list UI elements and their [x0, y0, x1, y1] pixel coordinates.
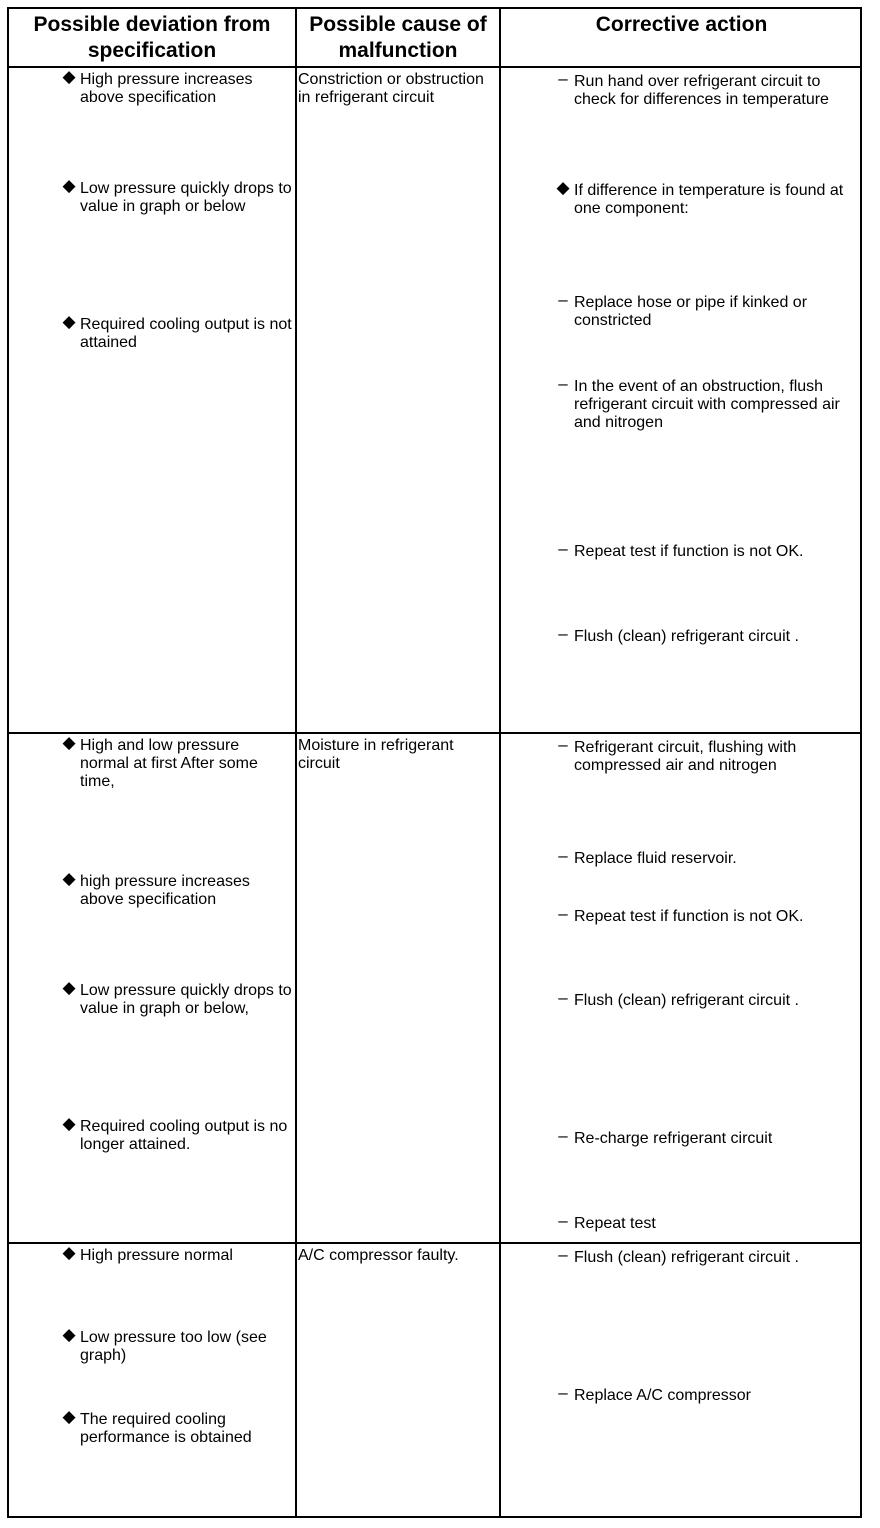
action-text: Repeat test if function is not OK.	[574, 543, 804, 560]
action-item	[556, 988, 862, 1010]
deviation-text: High pressure increases above specification	[80, 71, 253, 106]
dash-icon: –	[558, 1126, 568, 1145]
deviation-text: high pressure increases above specification	[80, 873, 250, 908]
header-cause: Possible cause of malfunction	[309, 13, 487, 62]
action-item	[556, 178, 862, 218]
action-item	[556, 374, 862, 432]
dash-icon: –	[558, 846, 568, 865]
bullet-icon: ◆	[556, 178, 570, 197]
cause-text: Moisture in refrigerant circuit	[298, 737, 454, 772]
deviation-text: Required cooling output is not attained	[80, 316, 292, 351]
table-row	[9, 1244, 860, 1516]
action-text: Replace hose or pipe if kinked or constricted	[574, 294, 808, 329]
bullet-icon: ◆	[62, 869, 76, 888]
action-item	[556, 1126, 862, 1148]
deviation-text: High and low pressure normal at first After some time,	[80, 737, 258, 790]
deviation-text: Low pressure quickly drops to value in graph or below,	[80, 982, 292, 1017]
deviation-item	[62, 312, 292, 352]
action-text: Replace A/C compressor	[574, 1387, 751, 1404]
deviation-text: High pressure normal	[80, 1247, 233, 1264]
action-item	[556, 290, 862, 330]
deviation-item	[62, 733, 292, 791]
table-row	[9, 68, 860, 732]
deviation-item	[62, 176, 292, 216]
action-item	[556, 735, 862, 775]
action-text: Flush (clean) refrigerant circuit .	[574, 628, 799, 645]
bullet-icon: ◆	[62, 67, 76, 86]
bullet-icon: ◆	[62, 978, 76, 997]
action-item	[556, 1245, 862, 1267]
diagnosis-table	[7, 7, 862, 1518]
bullet-icon: ◆	[62, 1243, 76, 1262]
deviation-text: Low pressure too low (see graph)	[80, 1329, 267, 1364]
deviation-text: Low pressure quickly drops to value in graph or below	[80, 180, 292, 215]
dash-icon: –	[558, 624, 568, 643]
bullet-icon: ◆	[62, 1114, 76, 1133]
table-row	[9, 734, 860, 1242]
dash-icon: –	[558, 735, 568, 754]
action-item	[556, 69, 862, 109]
bullet-icon: ◆	[62, 733, 76, 752]
action-text: Flush (clean) refrigerant circuit .	[574, 992, 799, 1009]
deviation-item	[62, 1325, 292, 1365]
deviation-item	[62, 1243, 292, 1265]
bullet-icon: ◆	[62, 176, 76, 195]
action-text: Refrigerant circuit, flushing with compressed air and nitrogen	[574, 739, 797, 774]
deviation-item	[62, 869, 292, 909]
deviation-item	[62, 978, 292, 1018]
dash-icon: –	[558, 539, 568, 558]
dash-icon: –	[558, 904, 568, 923]
deviation-item	[62, 1407, 292, 1447]
header-action: Corrective action	[595, 13, 768, 36]
dash-icon: –	[558, 988, 568, 1007]
action-item	[556, 1383, 862, 1405]
dash-icon: –	[558, 69, 568, 88]
bullet-icon: ◆	[62, 1407, 76, 1426]
bullet-icon: ◆	[62, 312, 76, 331]
action-item	[556, 539, 862, 561]
action-item	[556, 1211, 862, 1233]
action-text: Flush (clean) refrigerant circuit .	[574, 1249, 799, 1266]
deviation-item	[62, 67, 292, 107]
action-item	[556, 624, 862, 646]
dash-icon: –	[558, 290, 568, 309]
dash-icon: –	[558, 1245, 568, 1264]
action-item	[556, 904, 862, 926]
action-item	[556, 846, 862, 868]
action-text: In the event of an obstruction, flush refrigerant circuit with compressed air and nitrogen	[574, 378, 840, 431]
dash-icon: –	[558, 374, 568, 393]
header-deviation: Possible deviation from specification	[33, 13, 271, 62]
deviation-text: Required cooling output is no longer attained.	[80, 1118, 288, 1153]
cause-text: A/C compressor faulty.	[298, 1247, 459, 1264]
bullet-icon: ◆	[62, 1325, 76, 1344]
action-text: Repeat test	[574, 1215, 656, 1232]
action-text: If difference in temperature is found at one component:	[574, 182, 844, 217]
action-text: Run hand over refrigerant circuit to check for differences in temperature	[574, 73, 829, 108]
deviation-text: The required cooling performance is obtained	[80, 1411, 252, 1446]
dash-icon: –	[558, 1383, 568, 1402]
action-text: Repeat test if function is not OK.	[574, 908, 804, 925]
cause-text: Constriction or obstruction in refrigerant circuit	[298, 71, 484, 106]
dash-icon: –	[558, 1211, 568, 1230]
action-text: Replace fluid reservoir.	[574, 850, 737, 867]
action-text: Re-charge refrigerant circuit	[574, 1130, 773, 1147]
deviation-item	[62, 1114, 292, 1154]
